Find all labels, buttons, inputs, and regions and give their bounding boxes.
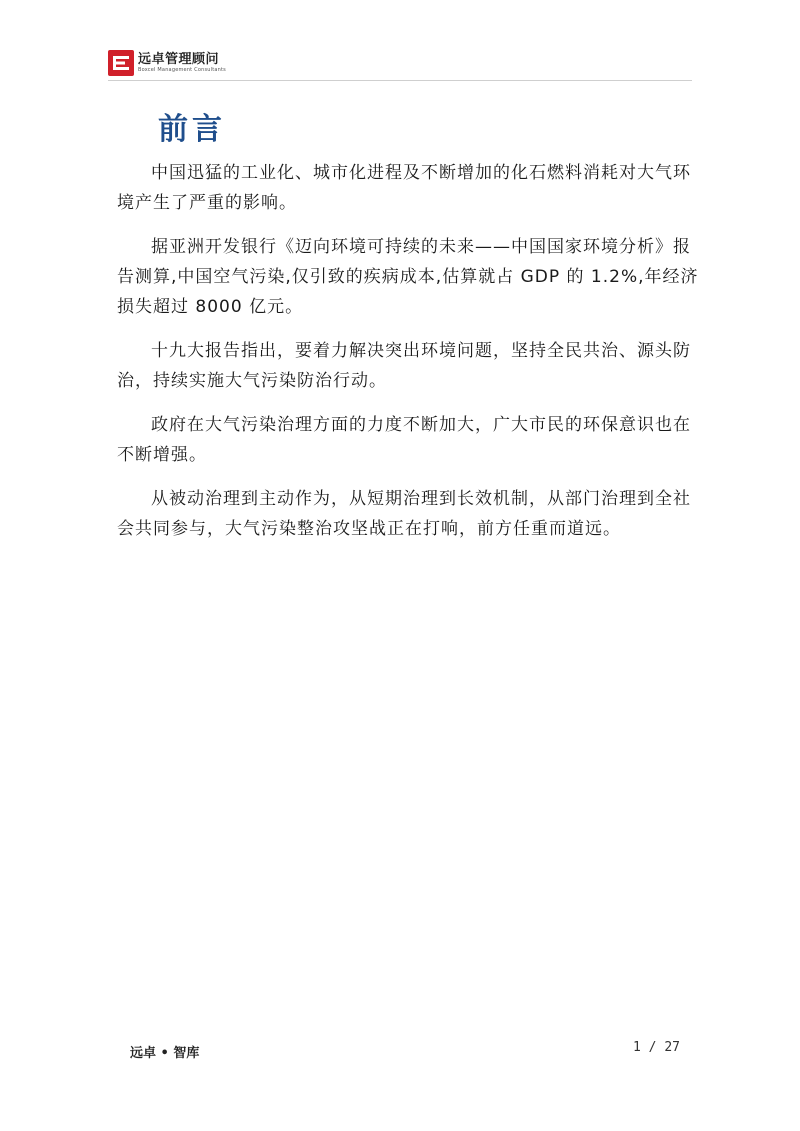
page-header bbox=[108, 48, 226, 78]
header-divider bbox=[108, 80, 692, 81]
paragraph: 中国迅猛的工业化、城市化进程及不断增加的化石燃料消耗对大气环境产生了严重的影响。 bbox=[117, 163, 691, 213]
paragraph: 从被动治理到主动作为，从短期治理到长效机制，从部门治理到全社会共同参与，大气污染整治攻坚战正在打响，前方任重而道远。 bbox=[117, 489, 691, 539]
page-number: 1 / 27 bbox=[633, 1040, 680, 1055]
stacked-e-icon bbox=[108, 50, 134, 76]
logo-chinese-name: 远卓管理顾问 bbox=[138, 52, 220, 67]
page-title: 前言 bbox=[158, 112, 226, 147]
body-text bbox=[117, 158, 699, 558]
paragraph: 十九大报告指出，要着力解决突出环境问题，坚持全民共治、源头防治，持续实施大气污染防治行动。 bbox=[117, 341, 691, 391]
footer-brand: 远卓 • 智库 bbox=[130, 1046, 200, 1061]
logo-english-name: Boxcel Management Consultants bbox=[138, 67, 226, 73]
paragraph: 政府在大气污染治理方面的力度不断加大，广大市民的环保意识也在不断增强。 bbox=[117, 415, 691, 465]
logo-text bbox=[138, 52, 226, 74]
paragraph: 据亚洲开发银行《迈向环境可持续的未来——中国国家环境分析》报告测算,中国空气污染,仅引致的疾病成本,估算就占 GDP 的 1.2%,年经济损失超过 8000 亿元。 bbox=[117, 237, 699, 317]
